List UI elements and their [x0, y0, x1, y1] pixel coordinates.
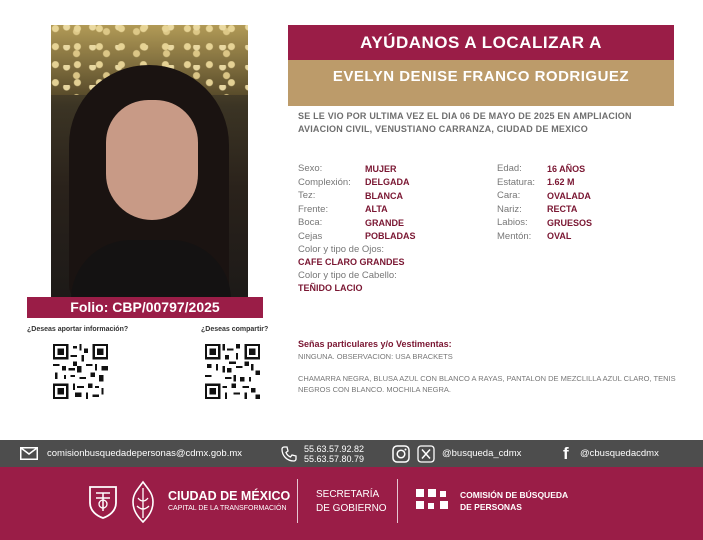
- cdmx-subtitle: CAPITAL DE LA TRANSFORMACIÓN: [168, 505, 287, 512]
- footer-divider-1: [297, 479, 298, 523]
- cdmx-title: CIUDAD DE MÉXICO: [168, 489, 291, 503]
- details_right-label: Estatura:: [497, 176, 536, 188]
- contact-bar: [0, 440, 703, 467]
- envelope-icon: [20, 447, 38, 460]
- details_right-value: OVALADA: [547, 190, 591, 201]
- social-handle-1[interactable]: @busqueda_cdmx: [442, 448, 522, 459]
- details_left-value: DELGADA: [365, 177, 410, 187]
- details_left-value: GRANDE: [365, 217, 405, 228]
- details_right-label: Cara:: [497, 190, 521, 201]
- details_left-label: Cejas: [298, 230, 323, 242]
- comision-line2: DE PERSONAS: [460, 502, 522, 512]
- senas-text: NINGUNA. OBSERVACION: USA BRACKETS: [298, 352, 453, 361]
- comision-line1: COMISIÓN DE BÚSQUEDA: [460, 490, 569, 500]
- details_right-label: Nariz:: [497, 203, 522, 215]
- x-icon: [417, 445, 435, 463]
- details_left-value: POBLADAS: [365, 231, 416, 241]
- phone-icon-wrap: [281, 440, 297, 467]
- phone-icon: [281, 446, 297, 462]
- details_left-label: Complexión:: [298, 176, 351, 188]
- person-name: EVELYN DENISE FRANCO RODRIGUEZ: [288, 60, 674, 106]
- qr-code-info[interactable]: [53, 344, 108, 399]
- email-text: comisionbusquedadepersonas@cdmx.gob.mx: [47, 448, 243, 459]
- facebook-link[interactable]: [563, 440, 569, 467]
- eyes-value: CAFE CLARO GRANDES: [298, 257, 405, 267]
- qr-info-label: ¿Deseas aportar información?: [27, 326, 129, 333]
- hair-label: Color y tipo de Cabello:: [298, 270, 397, 281]
- details_left-label: Sexo:: [298, 163, 323, 174]
- details_right-label: Mentón:: [497, 230, 532, 242]
- header-title: AYÚDANOS A LOCALIZAR A: [288, 25, 674, 60]
- qr-code-share[interactable]: [205, 344, 260, 399]
- footer-divider-2: [397, 479, 398, 523]
- details_left-value: ALTA: [365, 204, 388, 214]
- details_right-value: 16 AÑOS: [547, 163, 586, 174]
- cdmx-emblem-icon: [127, 480, 159, 529]
- missing-person-photo: [51, 25, 248, 297]
- details_right-label: Edad:: [497, 163, 522, 174]
- details_right-value: RECTA: [547, 204, 578, 214]
- social-handle-2[interactable]: @cbusquedacdmx: [580, 448, 659, 459]
- senas-title: Señas particulares y/o Vestimentas:: [298, 339, 452, 349]
- details_left-label: Tez:: [298, 190, 316, 201]
- face-shape: [106, 100, 198, 220]
- details_left-label: Frente:: [298, 203, 329, 215]
- facebook-icon: f: [563, 443, 569, 463]
- secretaria-line1: SECRETARÍA: [316, 489, 380, 500]
- instagram-icon: [392, 445, 410, 463]
- eyes-label: Color y tipo de Ojos:: [298, 244, 385, 255]
- phone-1[interactable]: 55.63.57.92.82: [304, 444, 365, 454]
- details_right-value: GRUESOS: [547, 217, 593, 228]
- details_right-value: OVAL: [547, 231, 572, 241]
- details_left-label: Boca:: [298, 217, 323, 228]
- phone-numbers: [304, 444, 364, 464]
- hair-value: TEÑIDO LACIO: [298, 283, 363, 293]
- details_right-value: 1.62 M: [547, 177, 575, 187]
- comision-logo-icon: [416, 489, 452, 518]
- details_left-value: BLANCA: [365, 190, 403, 201]
- folio-number: Folio: CBP/00797/2025: [27, 297, 263, 318]
- clothing-text: CHAMARRA NEGRA, BLUSA AZUL CON BLANCO A RAYAS, PANTALON DE MEZCLILLA AZUL CLARO, TENIS NEGROS CON BLANCO. MOCHILA NEGRA.: [298, 374, 676, 394]
- details_right-label: Labios:: [497, 217, 528, 228]
- cdmx-shield-icon: [88, 485, 118, 524]
- x-link[interactable]: [417, 440, 435, 467]
- email-item[interactable]: [20, 440, 242, 467]
- phone-2[interactable]: 55.63.57.80.79: [304, 454, 365, 464]
- instagram-link[interactable]: [392, 440, 410, 467]
- last-seen-text: SE LE VIO POR ULTIMA VEZ EL DIA 06 DE MAYO DE 2025 EN AMPLIACION AVIACION CIVIL, VENUSTIANO CARRANZA, CIUDAD DE MEXICO: [298, 111, 632, 134]
- details_left-value: MUJER: [365, 163, 397, 174]
- footer-bar: [0, 467, 703, 540]
- qr-share-label: ¿Deseas compartir?: [201, 326, 269, 333]
- secretaria-line2: DE GOBIERNO: [316, 503, 387, 514]
